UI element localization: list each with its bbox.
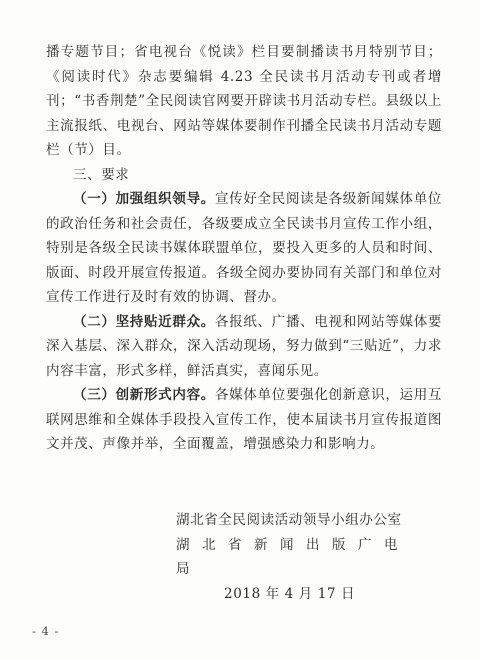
paragraph-innovation	[46, 383, 442, 457]
signature-org-1: 湖北省全民阅读活动领导小组办公室	[176, 512, 402, 528]
page-number: - 4 -	[32, 624, 60, 638]
paragraph-lead: （二）坚持贴近群众。	[73, 313, 215, 330]
paragraph-organization	[46, 187, 442, 310]
paragraph-lead: （三）创新形式内容。	[73, 387, 215, 403]
paragraph-body: 宣传好全民阅读是各级新闻媒体单位的政治任务和社会责任，各级要成立全民读书月宣传工作小组，特别是各级全民读书媒体联盟单位，要投入更多的人员和时间、版面、时段开展宣传报道。各级全阅办要协同有关部门和单位对宣传工作进行及时有效的协调、督办。	[46, 191, 443, 305]
document-body	[46, 40, 442, 457]
section-heading: 三、要求	[73, 166, 130, 183]
signature-block	[176, 508, 426, 606]
paragraph-body: 各媒体单位要强化创新意识，运用互联网思维和全媒体手段投入宣传工作，使本届读书月宣传报道图文并茂、声像并举，全面覆盖，增强感染力和影响力。	[46, 387, 443, 452]
signature-org-2: 湖北省新闻出版广电局	[176, 536, 410, 577]
signature-date: 2018 年 4 月 17 日	[224, 585, 356, 602]
paragraph-lead: （一）加强组织领导。	[73, 191, 215, 207]
paragraph-continuation: 播专题节目；省电视台《悦读》栏目要制播读书月特别节目；《阅读时代》杂志要编辑 4.23 全民读书月活动专刊或者增刊；“书香荆楚”全民阅读官网要开辟读书月活动专栏。县级以上主流报纸、电视台、网站等媒体要制作刊播全民读书月活动专题栏（节）目。	[46, 44, 442, 158]
paragraph-public	[46, 310, 442, 384]
paragraph-body: 各报纸、广播、电视和网站等媒体要深入基层、深入群众，深入活动现场，努力做到“三贴近”，力求内容丰富，形式多样，鲜活真实，喜闻乐见。	[46, 313, 443, 379]
